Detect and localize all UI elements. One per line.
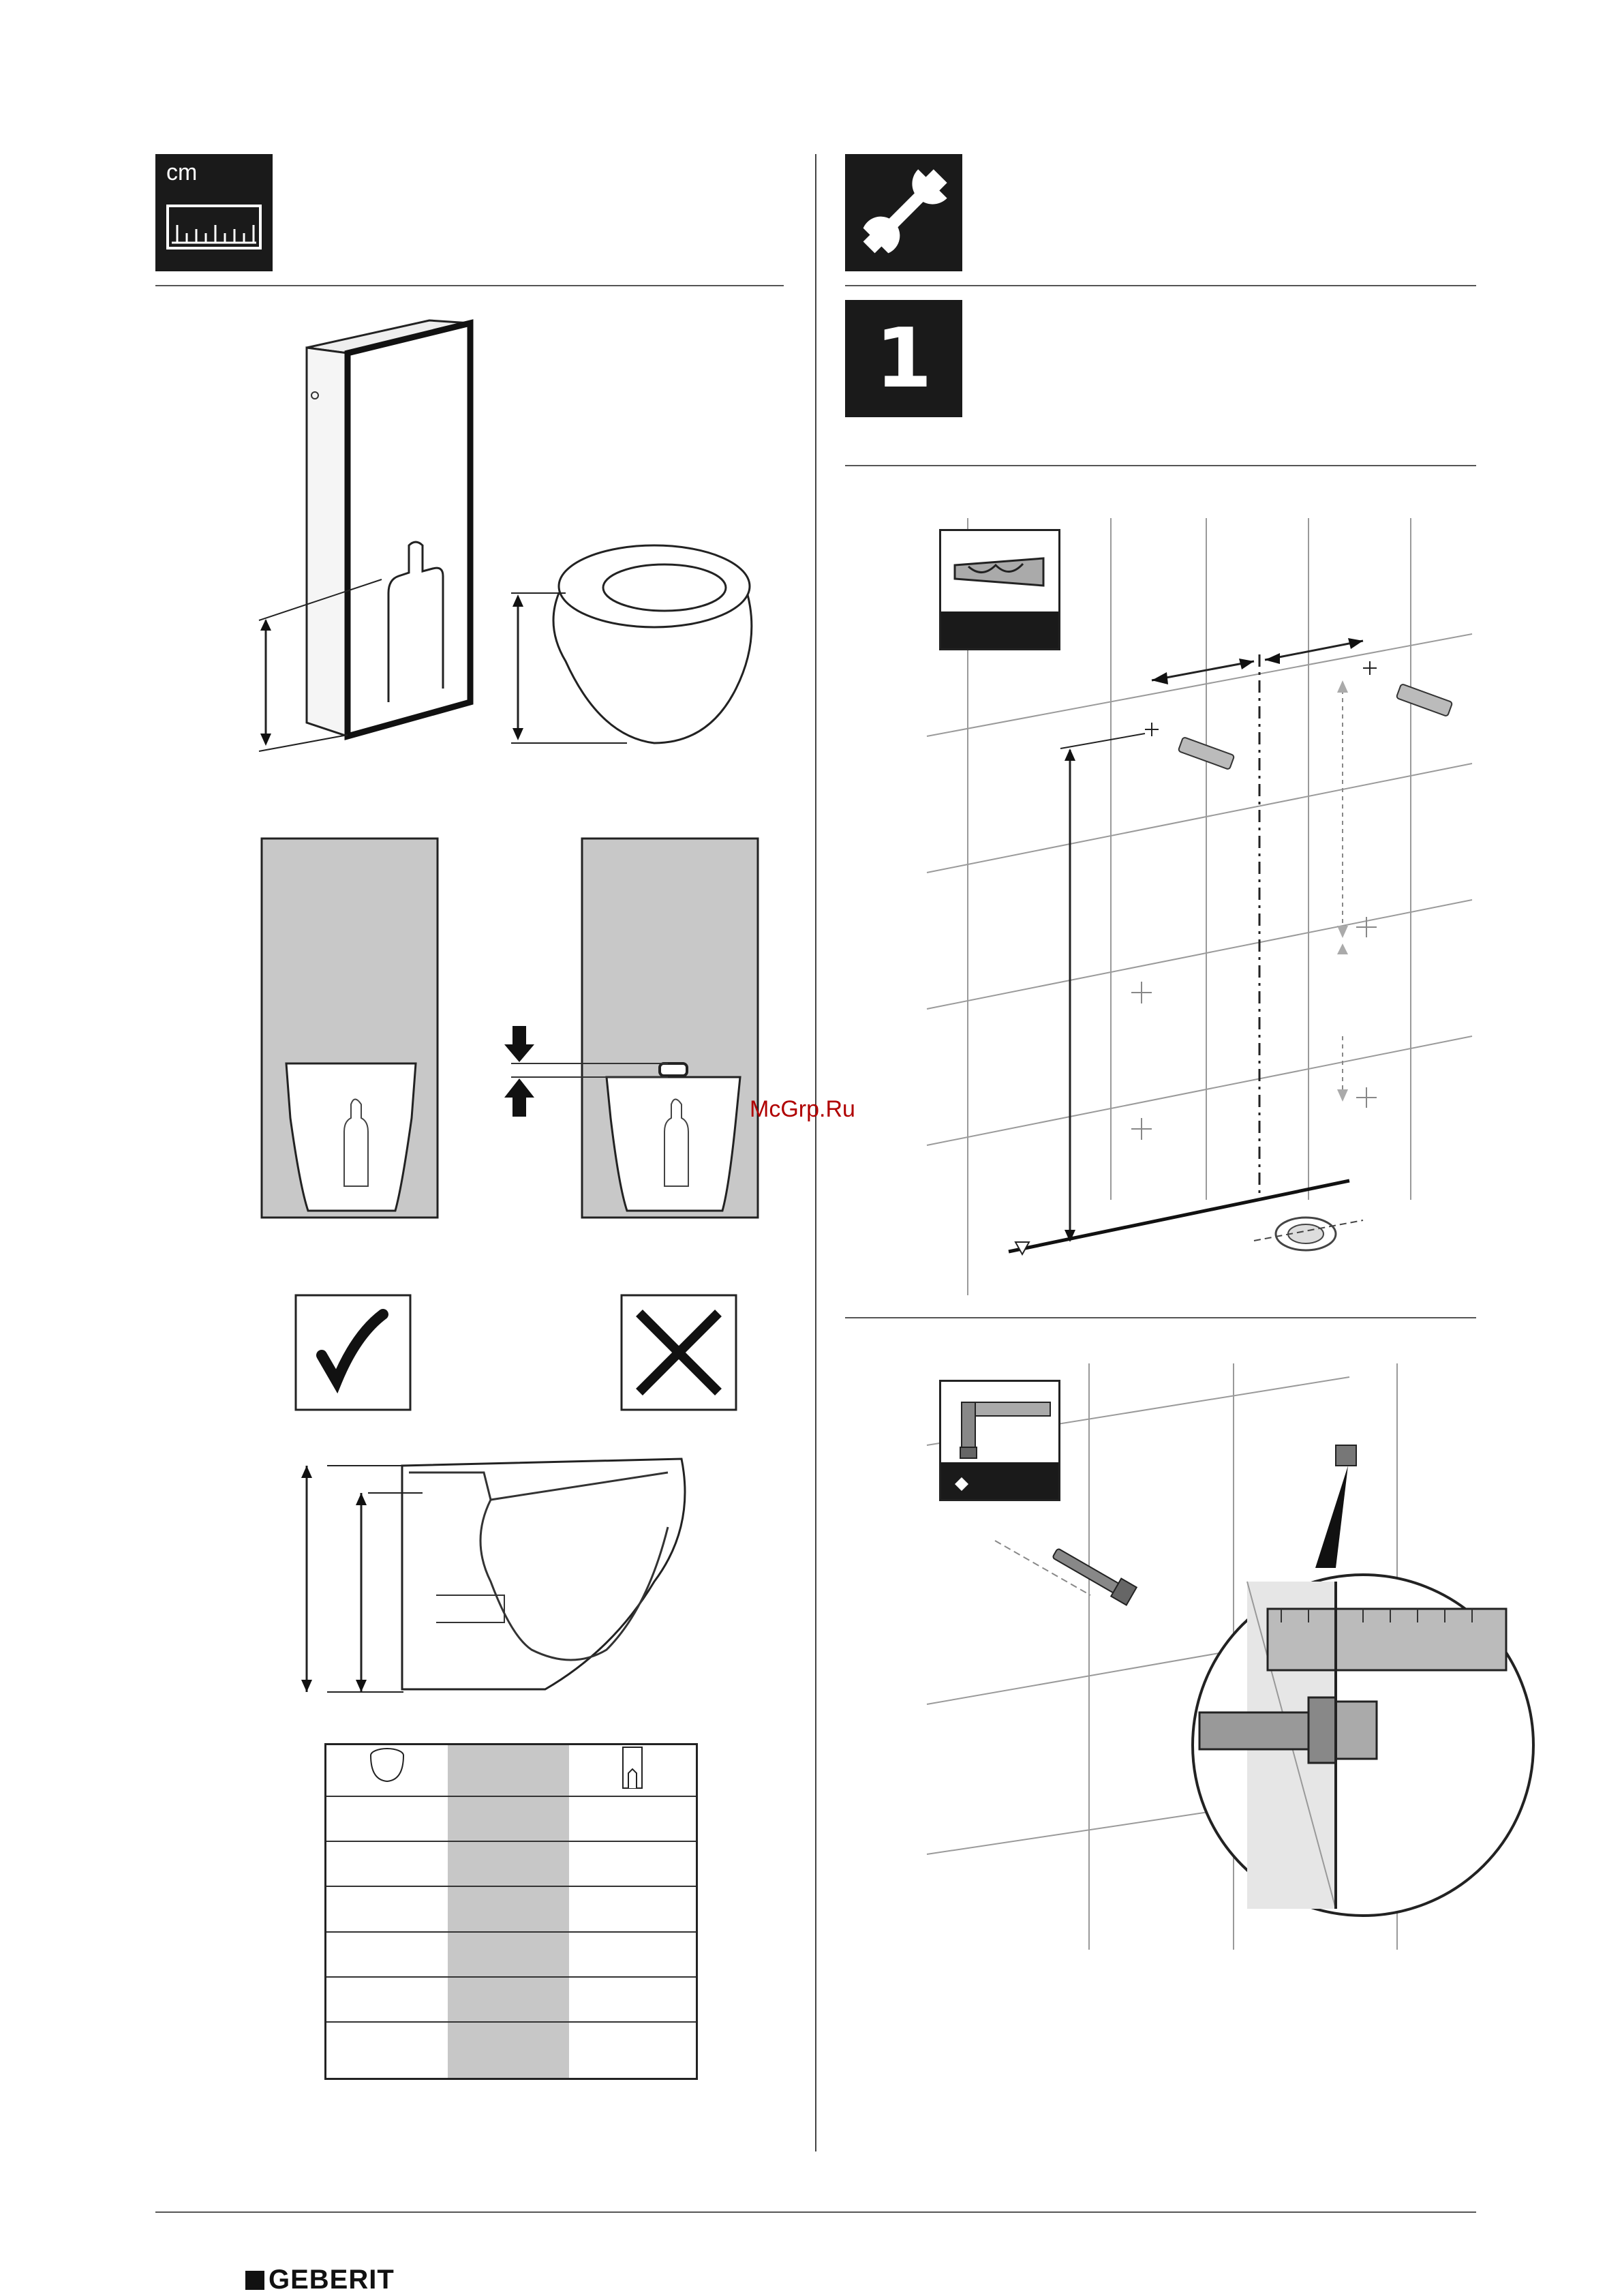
module-and-toilet-illustration <box>245 307 859 784</box>
toilet-bowl-icon <box>367 1747 408 1788</box>
dimension-table <box>324 1743 698 2080</box>
cross-icon <box>620 1294 737 1411</box>
step-number: 1 <box>875 311 932 406</box>
check-icon <box>294 1294 412 1411</box>
table-header-module <box>569 1744 697 1796</box>
socket-wrench-icon <box>941 1382 1058 1499</box>
ruler-icon <box>155 154 273 271</box>
panel-comparison-illustration <box>259 832 804 1241</box>
measure-icon-box <box>155 154 273 271</box>
table-row <box>326 1977 697 2022</box>
table-row <box>326 1886 697 1931</box>
watermark: McGrp.Ru <box>750 1096 855 1122</box>
table-row <box>326 1932 697 1977</box>
table-row <box>326 1796 697 1841</box>
table-header-row <box>326 1744 697 1796</box>
table-row <box>326 1841 697 1886</box>
brand-logo <box>245 2265 395 2295</box>
step-number-box <box>845 300 962 417</box>
brand-square-icon <box>245 2271 264 2290</box>
drill-bit-icon <box>941 531 1058 648</box>
divider-left-top <box>155 285 784 286</box>
table-row <box>326 2022 697 2079</box>
measure-unit-label: cm <box>166 160 198 185</box>
wrench-icon <box>845 154 962 271</box>
tools-icon-box <box>845 154 962 271</box>
divider-right-top <box>845 285 1476 286</box>
module-icon <box>619 1746 646 1789</box>
table-header-middle <box>448 1744 569 1796</box>
divider-footer <box>155 2211 1476 2213</box>
brand-name: GEBERIT <box>269 2265 395 2295</box>
drill-icon-box <box>939 529 1060 650</box>
table-header-toilet <box>326 1744 448 1796</box>
torque-icon-box <box>939 1380 1060 1501</box>
divider-right-step <box>845 465 1476 466</box>
divider-right-mid <box>845 1317 1476 1318</box>
toilet-cross-section <box>286 1445 763 1732</box>
